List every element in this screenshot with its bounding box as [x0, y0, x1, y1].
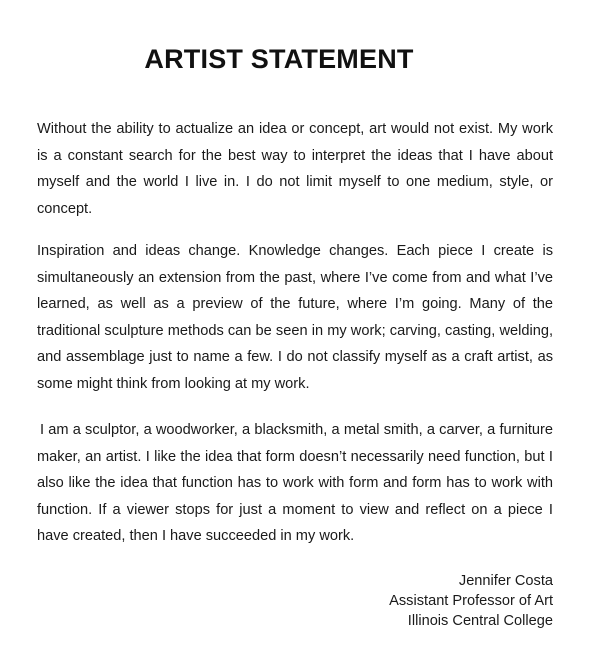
paragraph-3: I am a sculptor, a woodworker, a blacksmith, a metal smith, a carver, a furniture maker, an artist. I like the idea that form doesn’t necessarily need function, but I also like the idea that function has to work with form and form has to work with function. If a viewer stops for just a moment to view and reflect on a piece I have created, then I have succeeded in my work. [37, 422, 553, 544]
signature-institution: Illinois Central College [407, 613, 553, 629]
signature-position: Assistant Professor of Art [389, 593, 553, 609]
signature-block [389, 571, 553, 631]
document-title: ARTIST STATEMENT [144, 44, 414, 74]
signature-name: Jennifer Costa [458, 573, 553, 589]
paragraph-2: Inspiration and ideas change. Knowledge changes. Each piece I create is simultaneously an extension from the past, where I’ve come from and what I’ve learned, as well as a preview of the future, where I’m going. Many of the traditional sculpture methods can be seen in my work; carving, casting, welding, and assemblage just to name a few. I do not classify myself as a craft artist, as some might think from looking at my work. [37, 243, 553, 392]
paragraph-1: Without the ability to actualize an idea or concept, art would not exist. My work is a constant search for the best way to interpret the ideas that I have about myself and the world I live in. I do not limit myself to one medium, style, or concept. [37, 121, 553, 217]
